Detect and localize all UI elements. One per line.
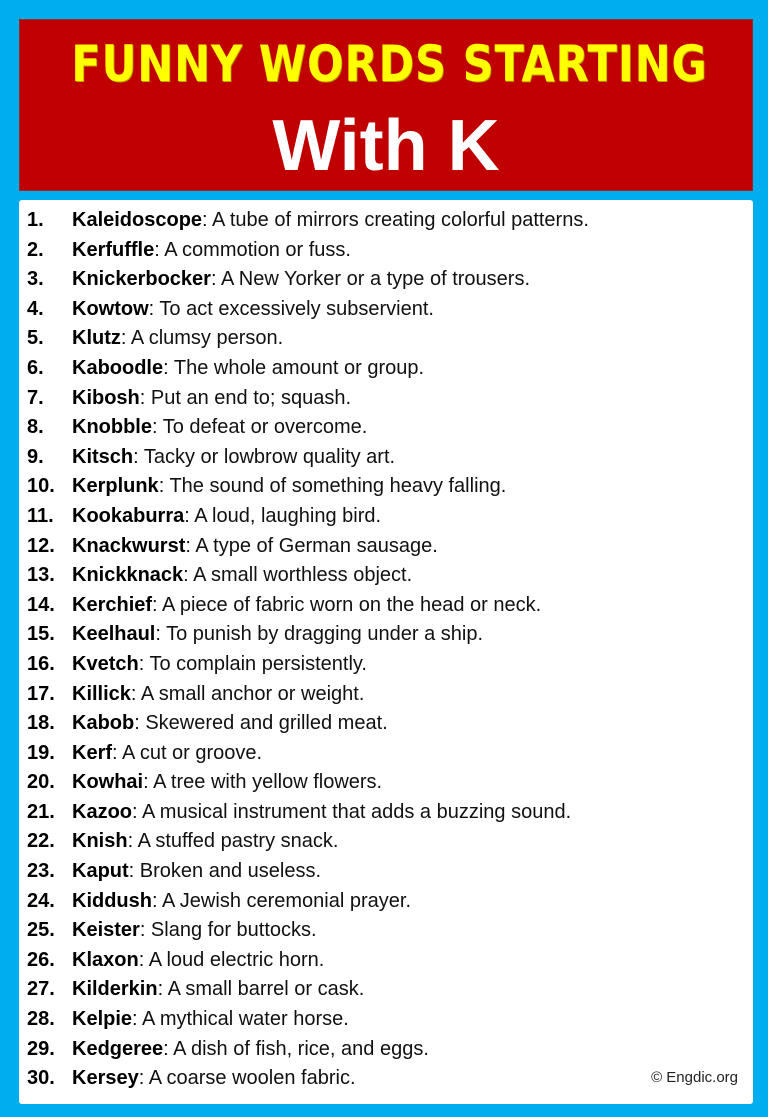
list-item (19, 472, 753, 502)
word-list (19, 206, 753, 1094)
item-word: Kowtow (72, 297, 149, 320)
item-word: Kitsch (72, 445, 134, 468)
item-number: 27. (27, 978, 55, 1001)
item-number: 14. (27, 593, 55, 616)
item-definition: : Tacky or lowbrow quality art. (133, 445, 396, 468)
list-item (19, 857, 753, 887)
item-definition: : A New Yorker or a type of trousers. (210, 268, 531, 291)
item-number: 19. (27, 741, 55, 764)
item-number: 3. (27, 268, 44, 291)
item-word: Kersey (72, 1067, 139, 1090)
item-word: Kaboodle (72, 356, 164, 379)
item-number: 13. (27, 564, 55, 587)
item-number: 18. (27, 712, 55, 735)
item-number: 23. (27, 860, 55, 883)
item-definition: : Skewered and grilled meat. (134, 712, 388, 735)
item-definition: : To complain persistently. (138, 652, 367, 675)
list-item (19, 354, 753, 384)
item-word: Knobble (72, 416, 152, 439)
item-number: 4. (27, 297, 44, 320)
item-definition: : A tree with yellow flowers. (143, 771, 383, 794)
item-number: 28. (27, 1008, 55, 1031)
item-word: Knish (72, 830, 128, 853)
item-word: Knickknack (72, 564, 184, 587)
item-word: Knackwurst (72, 534, 186, 557)
item-number: 1. (27, 209, 44, 231)
list-item (19, 946, 753, 976)
list-item (19, 650, 753, 680)
item-number: 17. (27, 682, 55, 705)
item-definition: : The sound of something heavy falling. (158, 475, 507, 498)
item-number: 11. (27, 504, 54, 527)
item-word: Kibosh (72, 386, 140, 409)
list-item (19, 413, 753, 443)
item-definition: : A loud electric horn. (138, 948, 325, 971)
list-item (19, 236, 753, 266)
list-item (19, 591, 753, 621)
item-definition: : A dish of fish, rice, and eggs. (163, 1037, 429, 1060)
list-item (19, 443, 753, 473)
item-word: Keister (72, 919, 140, 942)
item-number: 25. (27, 919, 55, 942)
item-definition: : A tube of mirrors creating colorful patterns. (202, 209, 589, 231)
list-item (19, 206, 753, 236)
list-item (19, 1035, 753, 1065)
item-number: 6. (27, 356, 44, 379)
item-definition: : A stuffed pastry snack. (127, 830, 339, 853)
item-definition: : The whole amount or group. (163, 356, 425, 379)
item-definition: : A small barrel or cask. (157, 978, 365, 1001)
item-number: 20. (27, 771, 55, 794)
item-word: Klutz (72, 327, 121, 350)
list-item (19, 532, 753, 562)
item-definition: : A small worthless object. (183, 564, 413, 587)
item-definition: : A clumsy person. (120, 327, 284, 350)
item-number: 29. (27, 1037, 55, 1060)
list-item (19, 798, 753, 828)
item-definition: : A musical instrument that adds a buzzing sound. (132, 800, 572, 823)
page-subtitle: With K (272, 106, 500, 186)
copyright-notice: © Engdic.org (651, 1069, 738, 1086)
item-number: 8. (27, 416, 44, 439)
list-item (19, 502, 753, 532)
list-item (19, 975, 753, 1005)
list-item (19, 384, 753, 414)
item-number: 2. (27, 238, 44, 261)
item-definition: : A type of German sausage. (185, 534, 438, 557)
item-definition: : A Jewish ceremonial prayer. (152, 889, 412, 912)
item-word: Killick (72, 682, 131, 705)
item-word: Kaput (72, 860, 129, 883)
item-number: 26. (27, 948, 55, 971)
list-item (19, 827, 753, 857)
list-item (19, 295, 753, 325)
list-item (19, 1005, 753, 1035)
list-item (19, 680, 753, 710)
item-word: Kvetch (72, 652, 139, 675)
list-item (19, 1064, 753, 1094)
title-banner (19, 19, 753, 191)
item-word: Knickerbocker (72, 268, 211, 291)
item-number: 30. (27, 1067, 55, 1090)
item-word: Kerfuffle (72, 238, 155, 261)
item-definition: : A loud, laughing bird. (184, 504, 382, 527)
item-definition: : A cut or groove. (112, 741, 263, 764)
item-word: Kerplunk (72, 475, 159, 498)
item-word: Kerf (72, 741, 113, 764)
item-word: Klaxon (72, 948, 139, 971)
item-definition: : A small anchor or weight. (130, 682, 365, 705)
item-word: Kilderkin (72, 978, 158, 1001)
item-number: 9. (27, 445, 44, 468)
page-title: FUNNY WORDS STARTING (71, 35, 708, 93)
item-definition: : To defeat or overcome. (152, 416, 368, 439)
list-item (19, 768, 753, 798)
list-item (19, 739, 753, 769)
item-word: Keelhaul (72, 623, 156, 646)
item-definition: : Broken and useless. (128, 860, 322, 883)
item-definition: : Put an end to; squash. (139, 386, 352, 409)
item-number: 16. (27, 652, 55, 675)
item-number: 12. (27, 534, 55, 557)
list-item (19, 561, 753, 591)
item-definition: : To punish by dragging under a ship. (155, 623, 483, 646)
word-list-panel (19, 200, 753, 1104)
list-item (19, 887, 753, 917)
item-word: Kookaburra (72, 504, 185, 527)
item-word: Kiddush (72, 889, 152, 912)
list-item (19, 916, 753, 946)
list-item (19, 709, 753, 739)
item-number: 24. (27, 889, 55, 912)
list-item (19, 265, 753, 295)
item-definition: : To act excessively subservient. (148, 297, 434, 320)
item-word: Kerchief (72, 593, 153, 616)
item-definition: : A mythical water horse. (132, 1008, 349, 1031)
item-word: Kabob (72, 712, 135, 735)
item-definition: : A commotion or fuss. (154, 238, 351, 261)
item-word: Kazoo (72, 800, 132, 823)
item-number: 10. (27, 475, 55, 498)
item-word: Kowhai (72, 771, 144, 794)
item-word: Kaleidoscope (72, 209, 203, 231)
item-definition: : A piece of fabric worn on the head or neck. (152, 593, 542, 616)
item-number: 7. (27, 386, 44, 409)
item-number: 21. (27, 800, 55, 823)
item-definition: : Slang for buttocks. (139, 919, 317, 942)
item-number: 22. (27, 830, 55, 853)
item-word: Kedgeree (72, 1037, 164, 1060)
list-item (19, 324, 753, 354)
item-definition: : A coarse woolen fabric. (138, 1067, 356, 1090)
list-item (19, 620, 753, 650)
item-word: Kelpie (72, 1008, 133, 1031)
item-number: 15. (27, 623, 55, 646)
item-number: 5. (27, 327, 44, 350)
